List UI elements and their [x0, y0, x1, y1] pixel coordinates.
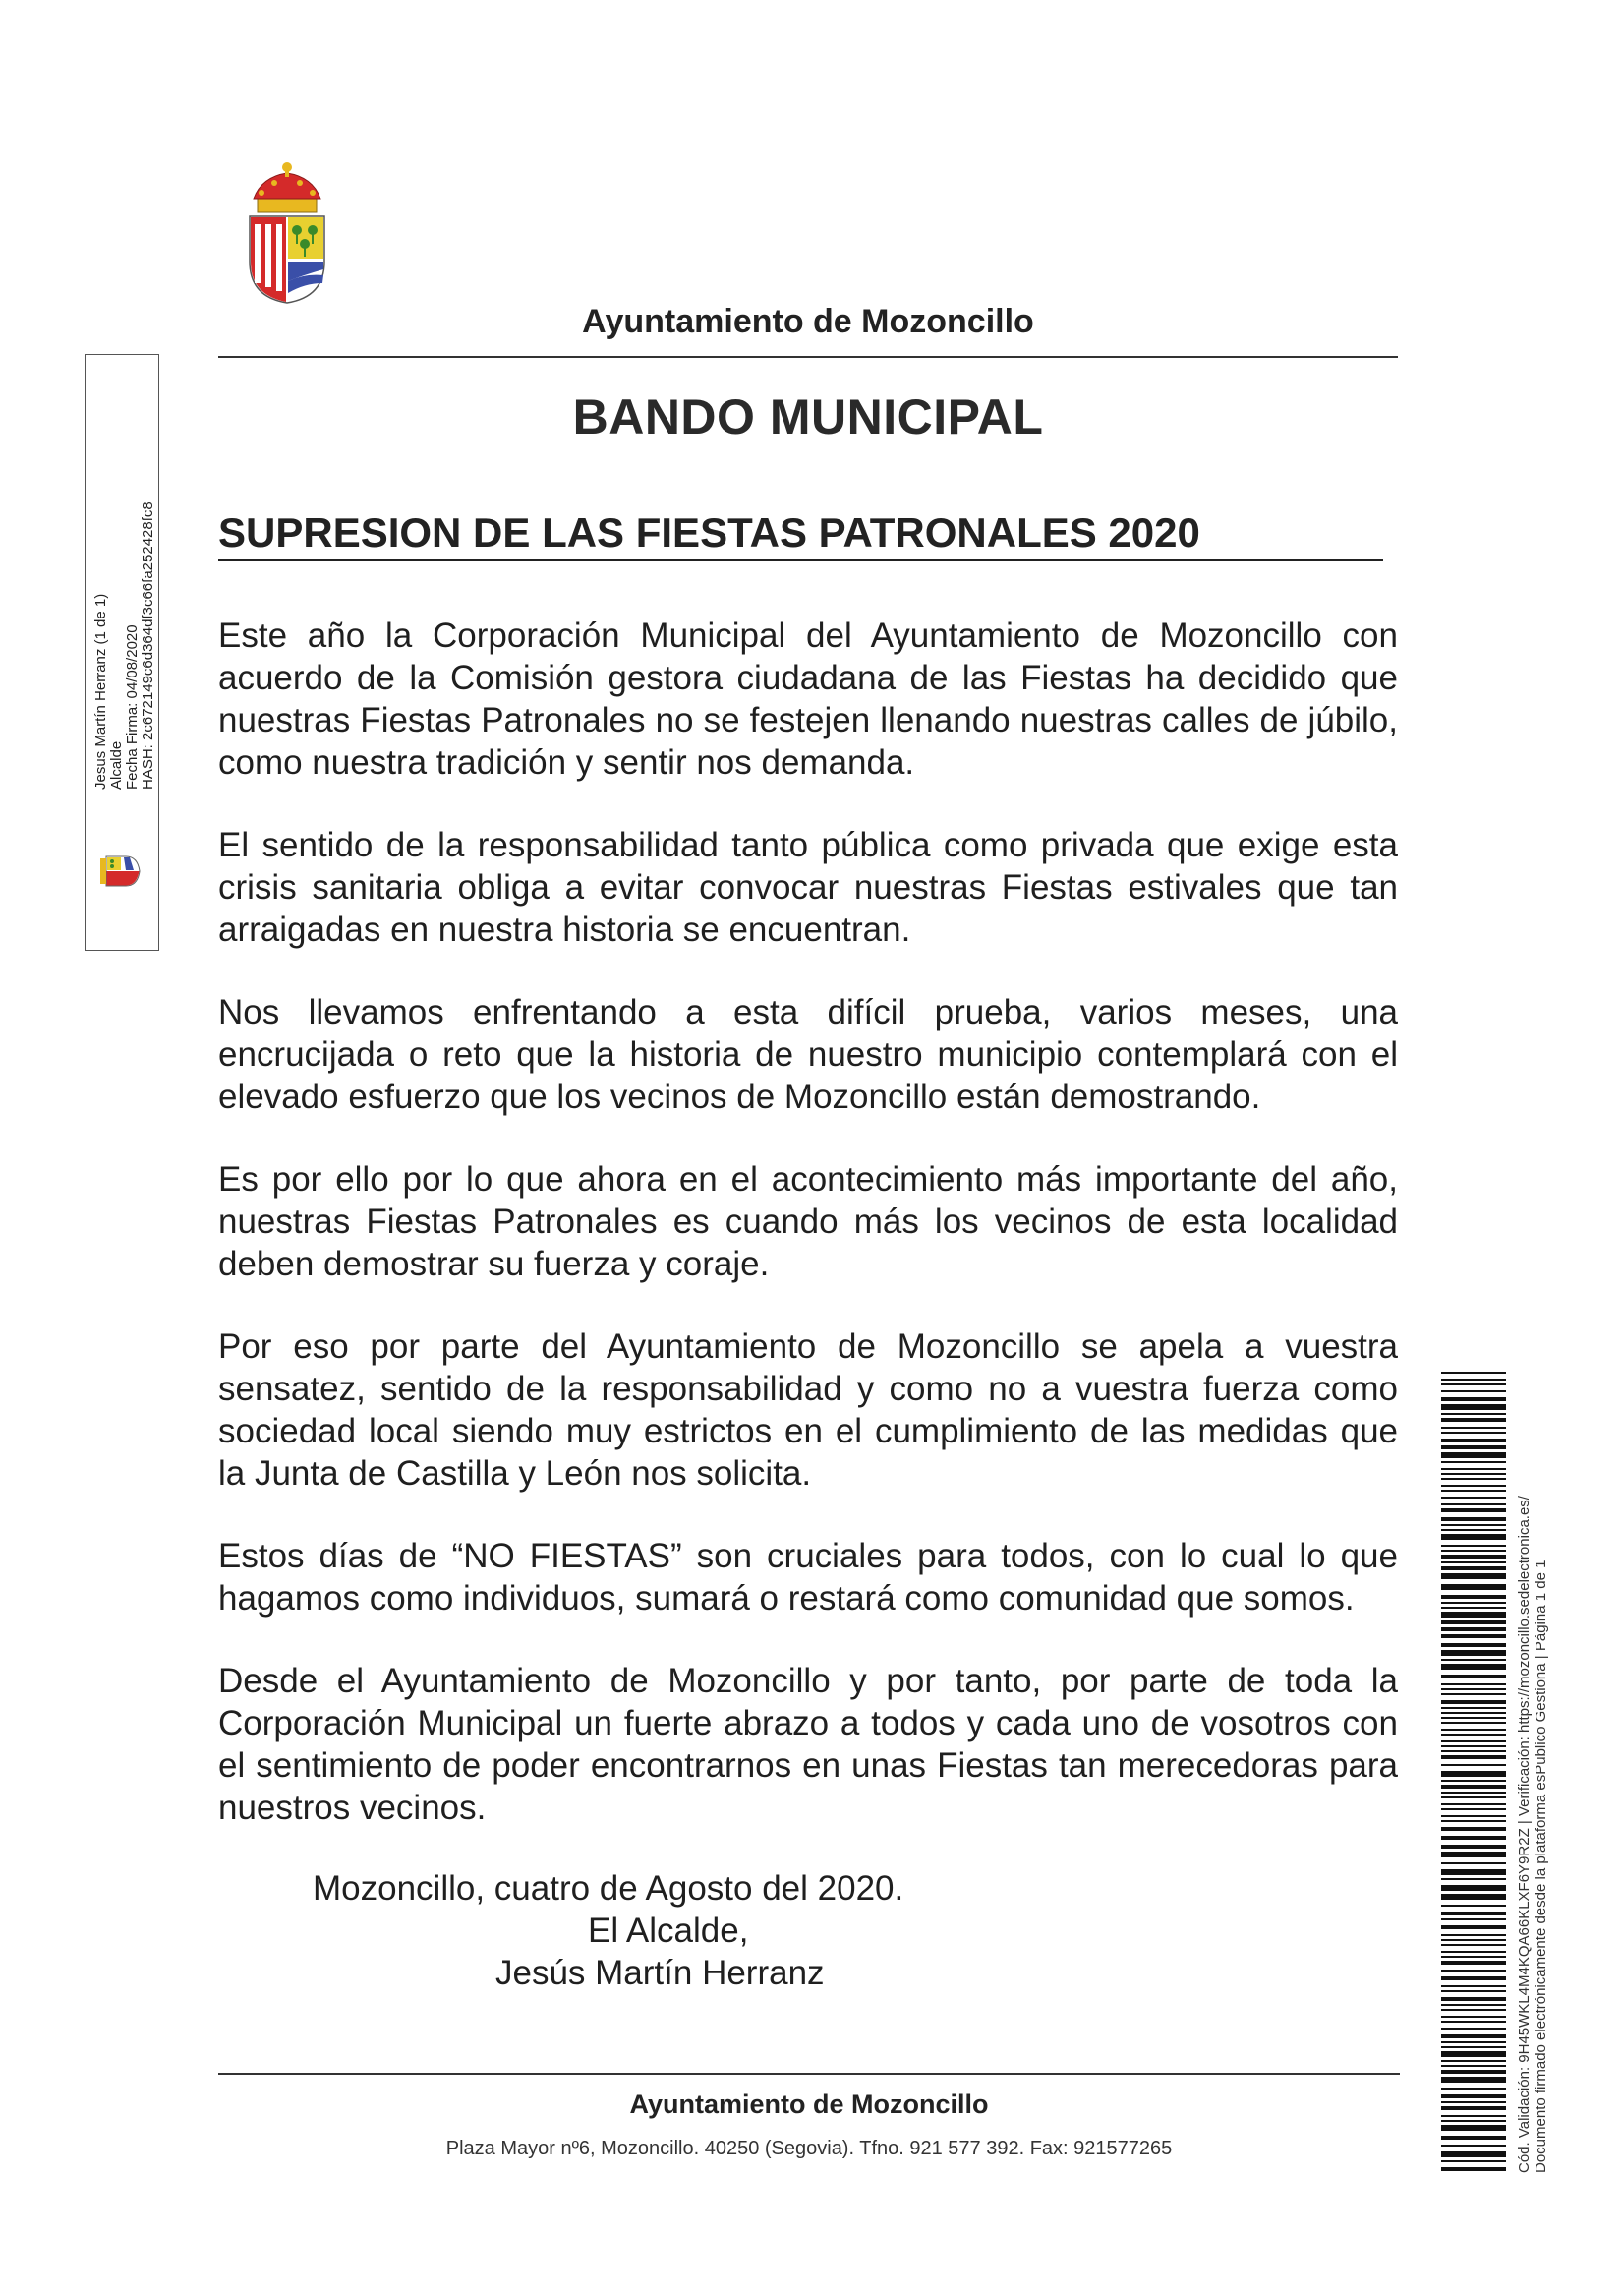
barcode-bar	[1441, 1852, 1506, 1857]
barcode-bar	[1441, 1764, 1506, 1766]
validation-barcode	[1441, 1372, 1506, 2173]
barcode-bar	[1441, 1878, 1506, 1880]
barcode-bar	[1441, 2106, 1506, 2110]
barcode-bar	[1441, 1529, 1506, 1531]
barcode-bar	[1441, 1918, 1506, 1920]
barcode-bar	[1441, 1939, 1506, 1941]
barcode-bar	[1441, 2115, 1506, 2117]
barcode-bar	[1441, 1796, 1506, 1798]
barcode-bar	[1441, 1885, 1506, 1891]
stamp-date: Fecha Firma: 04/08/2020	[124, 624, 141, 790]
header-divider	[218, 356, 1398, 358]
barcode-bar	[1441, 1803, 1506, 1805]
barcode-bar	[1441, 1717, 1506, 1719]
electronic-signature-stamp	[85, 354, 159, 951]
barcode-bar	[1441, 1413, 1506, 1415]
barcode-bar	[1441, 2060, 1506, 2062]
barcode-bar	[1441, 2125, 1506, 2131]
organization-header: Ayuntamiento de Mozoncillo	[582, 303, 1034, 340]
barcode-bar	[1441, 2046, 1506, 2048]
barcode-bar	[1441, 2009, 1506, 2011]
barcode-bar	[1441, 2041, 1506, 2043]
barcode-bar	[1441, 1712, 1506, 1714]
body-paragraph: Por eso por parte del Ayuntamiento de Mozoncillo se apela a vuestra sensatez, sentido de la responsabilidad y como no a vuestra fuerza como sociedad local siendo muy estrictos en el cumplimiento de las medidas que la Junta de Castilla y León nos solicita.	[218, 1327, 1398, 1493]
barcode-bar	[1441, 2028, 1506, 2030]
barcode-bar	[1441, 2136, 1506, 2140]
barcode-bar	[1441, 2160, 1506, 2162]
barcode-bar	[1441, 1427, 1506, 1429]
barcode-bar	[1441, 1934, 1506, 1936]
barcode-bar	[1441, 2016, 1506, 2018]
barcode-bar	[1441, 1808, 1506, 1810]
barcode-bar	[1441, 2167, 1506, 2171]
body-paragraph: El sentido de la responsabilidad tanto pública como privada que exige esta crisis sanitaria obliga a evitar convocar nuestras Fiestas estivales que tan arraigadas en nuestra historia se encuentran.	[218, 826, 1398, 949]
barcode-bar	[1441, 1976, 1506, 1980]
barcode-bar	[1441, 1785, 1506, 1789]
barcode-bar	[1441, 1634, 1506, 1638]
barcode-bar	[1441, 1468, 1506, 1470]
barcode-bar	[1441, 1545, 1506, 1547]
barcode-bar	[1441, 1700, 1506, 1704]
barcode-bar	[1441, 1379, 1506, 1381]
barcode-bar	[1441, 1445, 1506, 1449]
barcode-bar	[1441, 1620, 1506, 1624]
barcode-bar	[1441, 1418, 1506, 1422]
barcode-bar	[1441, 1693, 1506, 1695]
barcode-bar	[1441, 1534, 1506, 1540]
stamp-coat-of-arms-icon	[97, 852, 146, 891]
barcode-bar	[1441, 1740, 1506, 1742]
barcode-bar	[1441, 1820, 1506, 1822]
barcode-bar	[1441, 2077, 1506, 2083]
barcode-bar	[1441, 1524, 1506, 1526]
barcode-bar	[1441, 1990, 1506, 1992]
barcode-bar	[1441, 1925, 1506, 1929]
crown-icon	[254, 162, 320, 212]
barcode-bar	[1441, 1650, 1506, 1656]
barcode-bar	[1441, 1566, 1506, 1570]
barcode-bar	[1441, 1561, 1506, 1563]
barcode-bar	[1441, 1836, 1506, 1840]
barcode-bar	[1441, 2051, 1506, 2057]
barcode-bar	[1441, 2021, 1506, 2023]
barcode-bar	[1441, 1372, 1506, 1374]
barcode-bar	[1441, 1555, 1506, 1559]
barcode-bar	[1441, 1894, 1506, 1900]
document-subtitle: SUPRESION DE LAS FIESTAS PATRONALES 2020	[218, 509, 1383, 561]
body-paragraph: Desde el Ayuntamiento de Mozoncillo y por tanto, por parte de toda la Corporación Municipal un fuerte abrazo a todos y cada uno de vosotros con el sentimiento de poder encontrarnos en unas Fiestas tan merecedoras para nuestros vecinos.	[218, 1662, 1398, 1827]
stamp-signer: Jesus Martín Herranz (1 de 1)	[92, 593, 109, 790]
barcode-bar	[1441, 1780, 1506, 1782]
barcode-bar	[1441, 1792, 1506, 1794]
barcode-bar	[1441, 2065, 1506, 2067]
barcode-bar	[1441, 1675, 1506, 1678]
body-paragraph: Nos llevamos enfrentando a esta difícil prueba, varios meses, una encrucijada o reto que la historia de nuestro municipio contemplará con el elevado esfuerzo que los vecinos de Mozoncillo están demostrando.	[218, 993, 1398, 1116]
document-title: BANDO MUNICIPAL	[572, 389, 1044, 444]
barcode-bar	[1441, 1862, 1506, 1864]
barcode-bar	[1441, 1584, 1506, 1590]
document-body	[218, 615, 1398, 1829]
barcode-bar	[1441, 1390, 1506, 1392]
stamp-hash: HASH: 2c672149c6d364df3c66fa252428fc8	[140, 501, 156, 790]
barcode-bar	[1441, 1951, 1506, 1953]
footer-divider	[218, 2073, 1400, 2075]
barcode-bar	[1441, 1750, 1506, 1752]
barcode-bar	[1441, 1478, 1506, 1480]
barcode-bar	[1441, 1845, 1506, 1849]
signature-role: El Alcalde,	[588, 1912, 749, 1950]
barcode-bar	[1441, 1997, 1506, 2001]
barcode-bar	[1441, 2145, 1506, 2147]
validation-text	[1516, 1386, 1575, 2173]
barcode-bar	[1441, 1722, 1506, 1724]
barcode-bar	[1441, 1905, 1506, 1907]
validation-code-line: Cód. Validación: 9H45WKL4M4KQA66KLXF6Y9R2Z | Verificación: https://mozoncillo.sedelectronica.es/	[1516, 1496, 1533, 2173]
barcode-bar	[1441, 1452, 1506, 1458]
barcode-bar	[1441, 1827, 1506, 1831]
footer-organization: Ayuntamiento de Mozoncillo	[629, 2090, 989, 2119]
footer-address: Plaza Mayor nº6, Mozoncillo. 40250 (Segovia). Tfno. 921 577 392. Fax: 921577265	[445, 2138, 1173, 2159]
body-paragraph: Es por ello por lo que ahora en el acontecimiento más importante del año, nuestras Fiestas Patronales es cuando más los vecinos de esta localidad deben demostrar su fuerza y coraje.	[218, 1160, 1398, 1283]
barcode-bar	[1441, 1503, 1506, 1505]
barcode-bar	[1441, 1461, 1506, 1463]
barcode-bar	[1441, 1439, 1506, 1442]
barcode-bar	[1441, 1771, 1506, 1777]
barcode-bar	[1441, 1755, 1506, 1759]
barcode-bar	[1441, 1970, 1506, 1972]
barcode-bar	[1441, 2120, 1506, 2122]
barcode-bar	[1441, 2101, 1506, 2103]
barcode-bar	[1441, 1869, 1506, 1875]
barcode-bar	[1441, 1627, 1506, 1631]
barcode-bar	[1441, 1607, 1506, 1609]
barcode-bar	[1441, 1485, 1506, 1487]
barcode-bar	[1441, 1659, 1506, 1661]
stamp-role: Alcalde	[108, 740, 125, 790]
barcode-bar	[1441, 1497, 1506, 1499]
barcode-bar	[1441, 1664, 1506, 1670]
body-paragraph: Estos días de “NO FIESTAS” son cruciales para todos, con lo cual lo que hagamos como individuos, sumará o restará como comunidad que somos.	[218, 1537, 1398, 1618]
signature-name: Jesús Martín Herranz	[495, 1954, 825, 1992]
barcode-bar	[1441, 2034, 1506, 2038]
barcode-bar	[1441, 1688, 1506, 1690]
barcode-bar	[1441, 1734, 1506, 1736]
barcode-bar	[1441, 1944, 1506, 1946]
barcode-bar	[1441, 2088, 1506, 2090]
barcode-bar	[1441, 1432, 1506, 1434]
barcode-bar	[1441, 2004, 1506, 2006]
barcode-bar	[1441, 1473, 1506, 1475]
barcode-bar	[1441, 1595, 1506, 1599]
barcode-bar	[1441, 1745, 1506, 1747]
barcode-bar	[1441, 1383, 1506, 1385]
barcode-bar	[1441, 1912, 1506, 1915]
barcode-bar	[1441, 2070, 1506, 2074]
barcode-bar	[1441, 2094, 1506, 2098]
barcode-bar	[1441, 1550, 1506, 1552]
barcode-bar	[1441, 1612, 1506, 1618]
barcode-bar	[1441, 1508, 1506, 1512]
municipal-coat-of-arms	[244, 159, 330, 307]
barcode-bar	[1441, 1602, 1506, 1604]
barcode-bar	[1441, 1490, 1506, 1492]
signature-place-date: Mozoncillo, cuatro de Agosto del 2020.	[313, 1869, 904, 1908]
validation-platform-line: Documento firmado electrónicamente desde la plataforma esPublico Gestiona | Página 1 de 1	[1533, 1560, 1549, 2173]
barcode-bar	[1441, 2151, 1506, 2157]
body-paragraph: Este año la Corporación Municipal del Ayuntamiento de Mozoncillo con acuerdo de la Comisión gestora ciudadana de las Fiestas ha decidido que nuestras Fiestas Patronales no se festejen llenando nuestras calles de júbilo, como nuestra tradición y sentir nos demanda.	[218, 617, 1398, 782]
barcode-bar	[1441, 1956, 1506, 1958]
barcode-bar	[1441, 1985, 1506, 1987]
barcode-bar	[1441, 1517, 1506, 1521]
barcode-bar	[1441, 1961, 1506, 1965]
barcode-bar	[1441, 1683, 1506, 1685]
barcode-bar	[1441, 1815, 1506, 1817]
barcode-bar	[1441, 1397, 1506, 1401]
barcode-bar	[1441, 1643, 1506, 1647]
barcode-bar	[1441, 1404, 1506, 1410]
barcode-bar	[1441, 1707, 1506, 1709]
barcode-bar	[1441, 1573, 1506, 1579]
barcode-bar	[1441, 1729, 1506, 1731]
